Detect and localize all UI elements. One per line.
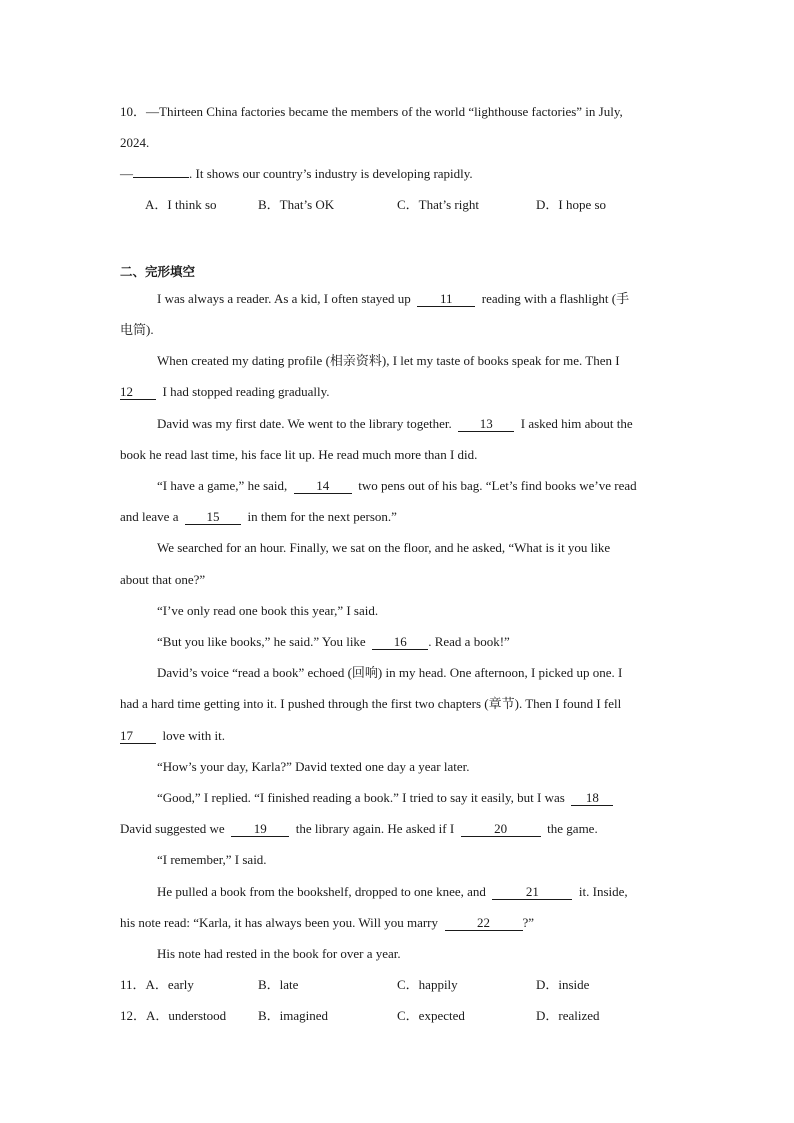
passage-line: David’s voice “read a book” echoed (回响) in my head. One afternoon, I picked up one. I: [157, 665, 623, 680]
passage-line: book he read last time, his face lit up. He read much more than I did.: [120, 447, 478, 462]
text: I asked him about the: [520, 416, 633, 431]
passage-line: [157, 478, 637, 494]
option-11-d[interactable]: D．inside: [536, 977, 590, 992]
option-10-c[interactable]: C．That’s right: [397, 197, 479, 212]
passage-line: [120, 821, 598, 837]
text: ?”: [522, 915, 535, 930]
blank-11[interactable]: 11: [417, 292, 475, 307]
option-11-a[interactable]: A．early: [145, 977, 194, 992]
text: David suggested we: [120, 821, 225, 836]
text: love with it.: [162, 728, 225, 743]
text: . Read a book!”: [428, 634, 510, 649]
passage-line: [120, 509, 397, 525]
question-number: 12．: [120, 1008, 147, 1023]
option-10-b[interactable]: B．That’s OK: [258, 197, 335, 212]
text: the library again. He asked if I: [295, 821, 455, 836]
text: two pens out of his bag. “Let’s find books we’ve read: [358, 478, 637, 493]
option-10-d[interactable]: D．I hope so: [536, 197, 607, 212]
text: He pulled a book from the bookshelf, dropped to one knee, and: [157, 884, 486, 899]
question-number: 11．: [120, 977, 146, 992]
section-heading: 二、完形填空: [120, 264, 196, 279]
text: in them for the next person.”: [247, 509, 397, 524]
passage-line: 电筒).: [120, 322, 154, 337]
passage-line: We searched for an hour. Finally, we sat on the floor, and he asked, “What is it you like: [157, 540, 611, 555]
text: “I have a game,” he said,: [157, 478, 288, 493]
blank-16[interactable]: 16: [372, 635, 428, 650]
passage-line: [157, 790, 613, 806]
option-12-c[interactable]: C．expected: [397, 1008, 465, 1023]
blank-18[interactable]: 18: [571, 791, 613, 806]
blank-19[interactable]: 19: [231, 822, 289, 837]
passage-line: When created my dating profile (相亲资料), I let my taste of books speak for me. Then I: [157, 353, 620, 368]
text: “Good,” I replied. “I finished reading a book.” I tried to say it easily, but I was: [157, 790, 565, 805]
passage-line: [157, 416, 633, 432]
passage-line: “I remember,” I said.: [157, 852, 267, 867]
passage-line: [157, 634, 510, 650]
option-10-a[interactable]: A．I think so: [145, 197, 217, 212]
passage-line: [157, 884, 628, 900]
question-11-row: [120, 977, 194, 993]
option-11-c[interactable]: C．happily: [397, 977, 458, 992]
blank-21[interactable]: 21: [492, 885, 572, 900]
passage-line: “I’ve only read one book this year,” I said.: [157, 603, 379, 618]
option-12-b[interactable]: B．imagined: [258, 1008, 329, 1023]
passage-line: about that one?”: [120, 572, 206, 587]
option-11-b[interactable]: B．late: [258, 977, 299, 992]
response-text: . It shows our country’s industry is developing rapidly.: [189, 166, 473, 181]
passage-line: had a hard time getting into it. I pushed through the first two chapters (章节). Then I found I fell: [120, 696, 622, 711]
passage-line: [157, 291, 629, 307]
passage-line: [120, 384, 330, 400]
blank-20[interactable]: 20: [461, 822, 541, 837]
question-10-line1: 10．—Thirteen China factories became the members of the world “lighthouse factories” in July,: [120, 104, 623, 119]
question-10-response: [120, 166, 473, 182]
text: his note read: “Karla, it has always been you. Will you marry: [120, 915, 439, 930]
answer-blank-10[interactable]: [133, 177, 189, 178]
text: I was always a reader. As a kid, I often stayed up: [157, 291, 411, 306]
text: “But you like books,” he said.” You like: [157, 634, 366, 649]
text: David was my first date. We went to the library together.: [157, 416, 452, 431]
blank-13[interactable]: 13: [458, 417, 514, 432]
question-12-row: [120, 1008, 226, 1024]
option-12-d[interactable]: D．realized: [536, 1008, 600, 1023]
text: I had stopped reading gradually.: [162, 384, 330, 399]
passage-line: [120, 728, 225, 744]
blank-14[interactable]: 14: [294, 479, 352, 494]
blank-17[interactable]: 17: [120, 729, 156, 744]
passage-line: “How’s your day, Karla?” David texted one day a year later.: [157, 759, 470, 774]
blank-12[interactable]: 12: [120, 385, 156, 400]
text: reading with a flashlight (手: [481, 291, 630, 306]
dash: —: [120, 166, 133, 181]
text: it. Inside,: [578, 884, 628, 899]
question-10-line2: 2024.: [120, 135, 150, 150]
option-12-a[interactable]: A．understood: [146, 1008, 227, 1023]
passage-line: His note had rested in the book for over a year.: [157, 946, 401, 961]
blank-22[interactable]: 22: [445, 916, 523, 931]
passage-line: [120, 915, 534, 931]
text: and leave a: [120, 509, 179, 524]
text: the game.: [547, 821, 598, 836]
blank-15[interactable]: 15: [185, 510, 241, 525]
